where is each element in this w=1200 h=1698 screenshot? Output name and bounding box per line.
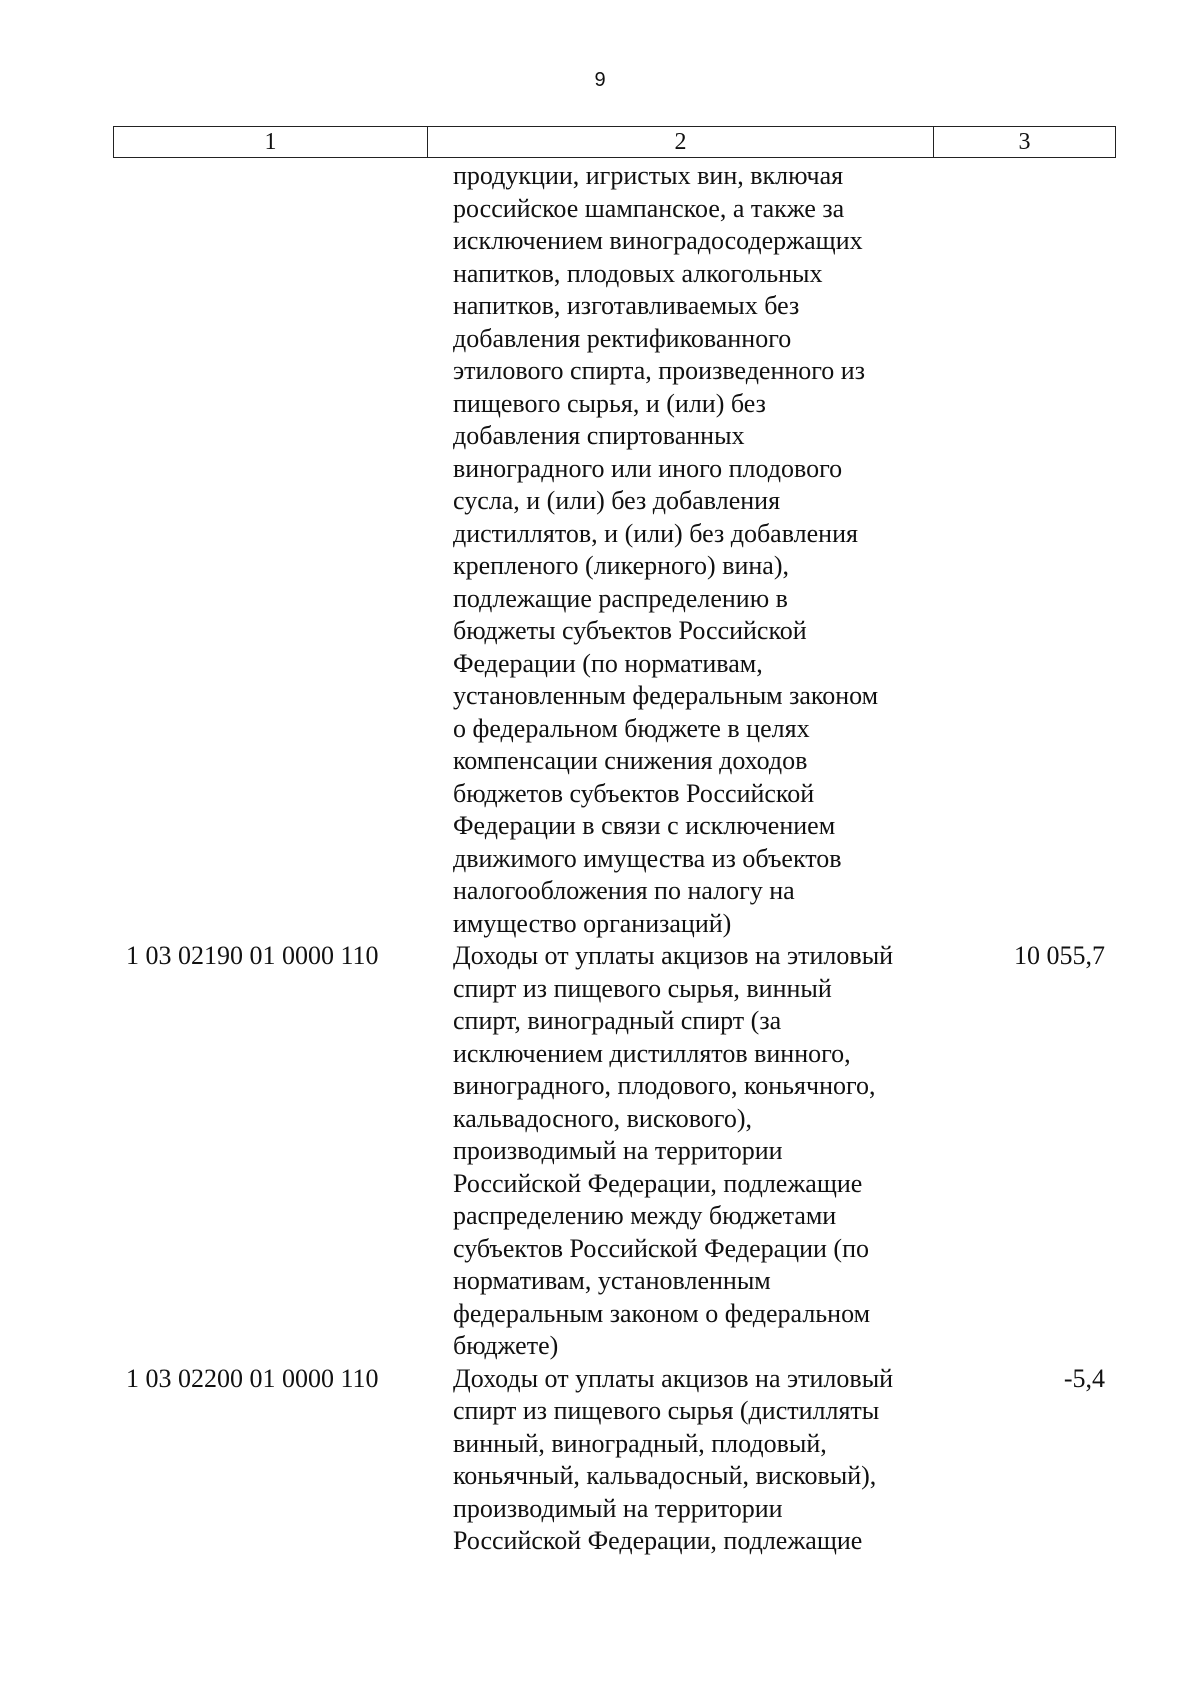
description-line: винный, виноградный, плодовый, — [453, 1428, 827, 1458]
description-line: имущество организаций) — [453, 908, 732, 938]
description-line: напитков, плодовых алкогольных — [453, 258, 823, 288]
description-line: Российской Федерации, подлежащие — [453, 1526, 863, 1555]
table-row — [113, 940, 1116, 1363]
description-line: напитков, изготавливаемых без — [453, 291, 800, 320]
description-line: добавления спиртованных — [453, 421, 745, 450]
budget-classification-code — [113, 160, 427, 940]
description-line: установленным федеральным законом — [453, 681, 879, 710]
description-line: исключением виноградосодержащих — [453, 226, 863, 255]
page-number: 9 — [594, 69, 606, 91]
description-line: о федеральном бюджете в целях — [453, 713, 810, 743]
description-line: производимый на территории — [453, 1493, 783, 1523]
description-line: субъектов Российской Федерации (по — [453, 1233, 869, 1263]
description-line: подлежащие распределению в — [453, 583, 788, 613]
description-line: коньячный, кальвадосный, висковый), — [453, 1461, 877, 1490]
description-line: кальвадосного, вискового), — [453, 1103, 752, 1133]
description-line: добавления ректификованного — [453, 323, 792, 353]
table-header-col-3: 3 — [1018, 129, 1031, 155]
description-line: бюджете) — [453, 1331, 559, 1360]
table-body — [113, 160, 1116, 1558]
description-line: распределению между бюджетами — [453, 1201, 837, 1230]
table-row — [113, 1363, 1116, 1558]
budget-classification-code: 1 03 02200 01 0000 110 — [126, 1363, 379, 1393]
table-row — [113, 160, 1116, 940]
description-line: Доходы от уплаты акцизов на этиловый — [453, 941, 894, 970]
description-line: спирт из пищевого сырья (дистилляты — [453, 1396, 880, 1425]
description-line: исключением дистиллятов винного, — [453, 1038, 851, 1068]
description-line: продукции, игристых вин, включая — [453, 161, 844, 190]
description-line: налогообложения по налогу на — [453, 876, 795, 905]
description-line: Российской Федерации, подлежащие — [453, 1168, 863, 1198]
description-line: спирт из пищевого сырья, винный — [453, 973, 832, 1003]
revenue-description — [427, 1363, 933, 1558]
description-line: Федерации в связи с исключением — [453, 811, 836, 840]
amount-value: 10 055,7 — [1014, 941, 1105, 970]
revenue-description — [427, 160, 933, 940]
description-line: нормативам, установленным — [453, 1266, 771, 1295]
description-line: спирт, виноградный спирт (за — [453, 1006, 782, 1035]
description-line: пищевого сырья, и (или) без — [453, 388, 766, 418]
amount-value — [933, 160, 1116, 940]
description-line: Федерации (по нормативам, — [453, 648, 763, 678]
description-line: бюджетов субъектов Российской — [453, 778, 815, 808]
table-header-col-2: 2 — [428, 127, 934, 157]
description-line: виноградного или иного плодового — [453, 453, 843, 483]
description-line: дистиллятов, и (или) без добавления — [453, 518, 858, 548]
description-line: российское шампанское, а также за — [453, 193, 845, 223]
description-line: производимый на территории — [453, 1136, 783, 1165]
description-line: виноградного, плодового, коньячного, — [453, 1071, 876, 1100]
table-header-row — [113, 126, 1116, 158]
description-line: бюджеты субъектов Российской — [453, 616, 807, 645]
description-line: движимого имущества из объектов — [453, 843, 842, 873]
table-header-col-1: 1 — [114, 127, 428, 157]
description-line: сусла, и (или) без добавления — [453, 486, 781, 515]
description-line: этилового спирта, произведенного из — [453, 356, 865, 385]
description-line: Доходы от уплаты акцизов на этиловый — [453, 1363, 894, 1393]
revenue-description — [427, 940, 933, 1363]
amount-value: -5,4 — [1063, 1363, 1105, 1393]
budget-classification-code: 1 03 02190 01 0000 110 — [126, 941, 379, 970]
description-line: крепленого (ликерного) вина), — [453, 551, 789, 580]
description-line: компенсации снижения доходов — [453, 746, 808, 775]
description-line: федеральным законом о федеральном — [453, 1298, 871, 1328]
